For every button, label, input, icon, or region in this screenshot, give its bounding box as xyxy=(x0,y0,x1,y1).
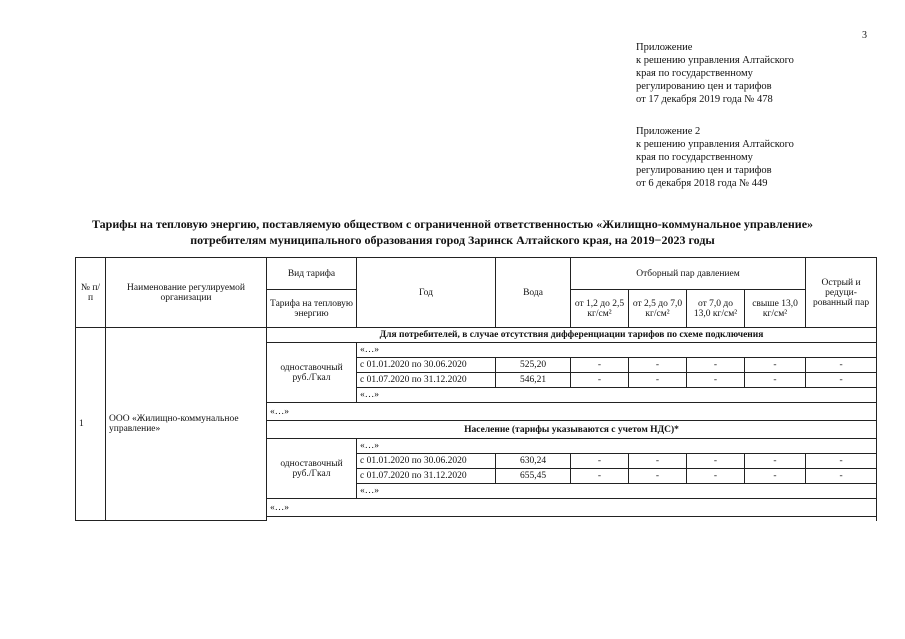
ellipsis: «…» xyxy=(357,439,877,454)
appendix-line: Приложение 2 xyxy=(636,126,701,137)
period-cell: с 01.01.2020 по 30.06.2020 xyxy=(357,358,496,373)
tariff-table xyxy=(75,257,877,521)
water-value: 546,21 xyxy=(496,373,571,388)
water-value: 655,45 xyxy=(496,469,571,484)
ellipsis: «…» xyxy=(267,403,877,421)
value-cell: - xyxy=(745,358,806,373)
header-pressure-1: от 1,2 до 2,5 кг/см² xyxy=(571,290,629,328)
ellipsis: «…» xyxy=(357,484,877,499)
appendix-line: регулированию цен и тарифов xyxy=(636,81,772,92)
row-number: 1 xyxy=(76,328,106,521)
period-cell: с 01.07.2020 по 31.12.2020 xyxy=(357,469,496,484)
appendix-line: края по государственному xyxy=(636,152,753,163)
value-cell: - xyxy=(571,469,629,484)
appendix-line: Приложение xyxy=(636,42,693,53)
value-cell: - xyxy=(745,469,806,484)
water-value: 630,24 xyxy=(496,454,571,469)
organization-name: ООО «Жилищно-коммунальное управление» xyxy=(106,328,267,521)
header-num: № п/п xyxy=(76,258,106,328)
document-title xyxy=(0,216,905,248)
value-cell: - xyxy=(629,373,687,388)
page-number: 3 xyxy=(862,30,867,41)
value-cell: - xyxy=(806,358,877,373)
value-cell: - xyxy=(745,373,806,388)
title-line-1: Тарифы на тепловую энергию, поставляемую обществом с ограниченной ответственностью «Жилищно-коммунальное управление» xyxy=(91,217,814,231)
header-tariff-heat: Тарифа на тепловую энергию xyxy=(267,290,357,328)
appendix-note-1 xyxy=(636,41,794,106)
header-pressure-3: от 7,0 до 13,0 кг/см² xyxy=(687,290,745,328)
header-year: Год xyxy=(357,258,496,328)
value-cell: - xyxy=(687,454,745,469)
header-pressure-4: свыше 13,0 кг/см² xyxy=(745,290,806,328)
header-pressure-2: от 2,5 до 7,0 кг/см² xyxy=(629,290,687,328)
ellipsis: «…» xyxy=(357,343,877,358)
value-cell: - xyxy=(629,454,687,469)
section-heading: Население (тарифы указываются с учетом НДС)* xyxy=(267,421,877,439)
header-steam: Отборный пар давлением xyxy=(571,258,806,290)
ellipsis: «…» xyxy=(357,388,877,403)
header-sharp-steam: Острый и редуци-рованный пар xyxy=(806,258,877,328)
tariff-label: одноставочный руб./Гкал xyxy=(267,343,357,403)
value-cell: - xyxy=(571,358,629,373)
value-cell: - xyxy=(571,373,629,388)
value-cell: - xyxy=(745,454,806,469)
appendix-line: к решению управления Алтайского xyxy=(636,55,794,66)
header-org: Наименование регулируемой организации xyxy=(106,258,267,328)
header-water: Вода xyxy=(496,258,571,328)
value-cell: - xyxy=(687,358,745,373)
appendix-line: к решению управления Алтайского xyxy=(636,139,794,150)
ellipsis: «…» xyxy=(267,499,877,517)
value-cell: - xyxy=(629,469,687,484)
value-cell: - xyxy=(806,469,877,484)
value-cell: - xyxy=(687,469,745,484)
title-line-2: потребителям муниципального образования город Заринск Алтайского края, на 2019−2023 годы xyxy=(190,233,715,247)
appendix-line: от 17 декабря 2019 года № 478 xyxy=(636,94,773,105)
header-tariff-type: Вид тарифа xyxy=(267,258,357,290)
value-cell: - xyxy=(806,373,877,388)
value-cell: - xyxy=(687,373,745,388)
appendix-line: регулированию цен и тарифов xyxy=(636,165,772,176)
value-cell: - xyxy=(571,454,629,469)
value-cell: - xyxy=(629,358,687,373)
appendix-line: от 6 декабря 2018 года № 449 xyxy=(636,178,768,189)
appendix-line: края по государственному xyxy=(636,68,753,79)
appendix-note-2 xyxy=(636,125,794,190)
section-heading: Для потребителей, в случае отсутствия дифференциации тарифов по схеме подключения xyxy=(267,328,877,343)
value-cell: - xyxy=(806,454,877,469)
tariff-label: одноставочный руб./Гкал xyxy=(267,439,357,499)
table-spacer xyxy=(267,517,877,521)
water-value: 525,20 xyxy=(496,358,571,373)
period-cell: с 01.07.2020 по 31.12.2020 xyxy=(357,373,496,388)
period-cell: с 01.01.2020 по 30.06.2020 xyxy=(357,454,496,469)
